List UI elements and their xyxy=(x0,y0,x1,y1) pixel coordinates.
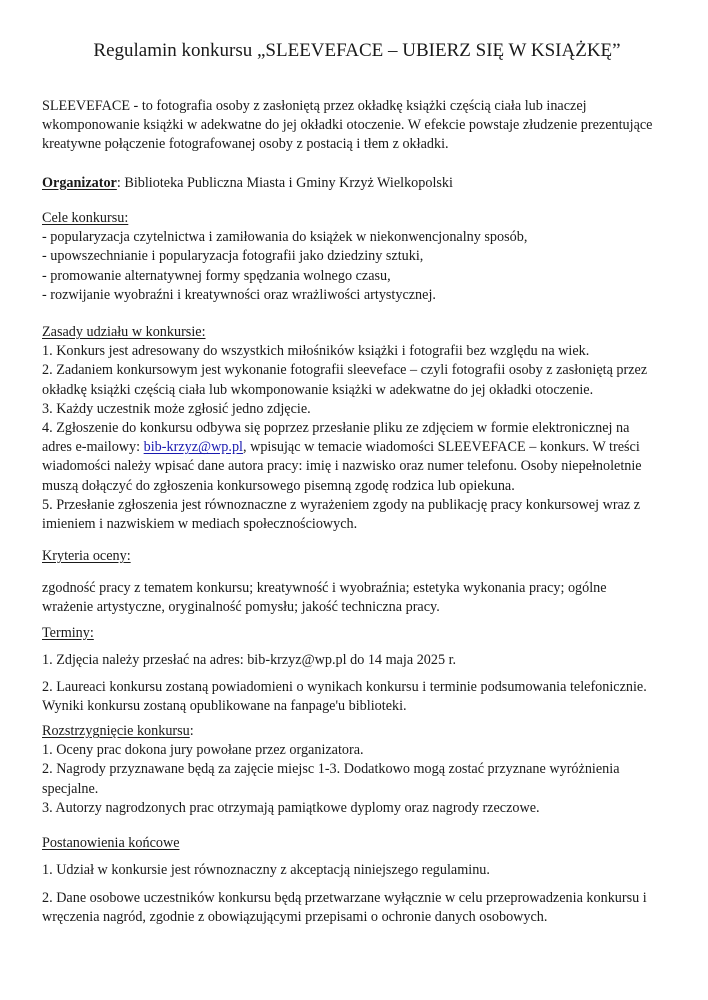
final-line: 2. Dane osobowe uczestników konkursu będą przetwarzane wyłącznie w celu przeprowadzenia konkursu i xyxy=(42,890,647,906)
deadlines-line: 1. Zdjęcia należy przesłać na adres: bib-krzyz@wp.pl do 14 maja 2025 r. xyxy=(42,652,457,668)
deadlines-item-2 xyxy=(42,678,674,716)
final-line: wręczenia nagród, zgodnie z obowiązującymi przepisami o ochronie danych osobowych. xyxy=(42,909,548,926)
intro-line: wkomponowanie książki w adekwatne do jej okładki otoczenie. W efekcie powstaje złudzenie prezentujące xyxy=(42,117,653,134)
goals-item: - promowanie alternatywnej formy spędzania wolnego czasu, xyxy=(42,267,391,284)
criteria-heading: Kryteria oceny: xyxy=(42,548,131,564)
intro-paragraph xyxy=(42,97,674,155)
organizer-label: Organizator xyxy=(42,175,117,191)
criteria-line: wrażenie artystyczne, oryginalność pomysłu; jakość techniczna pracy. xyxy=(42,599,440,616)
intro-line: kreatywne połączenie fotografowanej osoby z postacią i tłem z okładki. xyxy=(42,136,449,153)
criteria-line: zgodność pracy z tematem konkursu; kreatywność i wyobraźnia; estetyka wykonania pracy; ogólne xyxy=(42,580,607,596)
document-title: Regulamin konkursu „SLEEVEFACE – UBIERZ SIĘ W KSIĄŻKĘ” xyxy=(93,40,621,61)
resolution-line: 1. Oceny prac dokona jury powołane przez organizatora. xyxy=(42,742,364,759)
rules-line: muszą dołączyć do zgłoszenia konkursowego pisemną zgodę rodzica lub opiekuna. xyxy=(42,477,515,494)
email-link[interactable]: bib-krzyz@wp.pl xyxy=(143,439,243,456)
final-heading: Postanowienia końcowe xyxy=(42,835,180,851)
organizer-value: Biblioteka Publiczna Miasta i Gminy Krzyż Wielkopolski xyxy=(124,175,453,191)
rules-line: 2. Zadaniem konkursowym jest wykonanie fotografii sleeveface – czyli fotografii osoby z zasłoniętą przez xyxy=(42,362,648,379)
organizer-line xyxy=(42,174,674,193)
goals-item: - rozwijanie wyobraźni i kreatywności oraz wrażliwości artystycznej. xyxy=(42,286,436,303)
resolution-line: 2. Nagrody przyznawane będą za zajęcie miejsc 1-3. Dodatkowo mogą zostać przyznane wyróżnienia xyxy=(42,761,620,778)
resolution-section xyxy=(42,722,674,818)
rules-section xyxy=(42,323,674,534)
criteria-heading-block xyxy=(42,547,674,566)
resolution-heading-colon: : xyxy=(189,723,194,739)
final-item-2 xyxy=(42,889,674,927)
final-line: 1. Udział w konkursie jest równoznaczny z akceptacją niniejszego regulaminu. xyxy=(42,862,490,878)
goals-item: - upowszechnianie i popularyzacja fotografii jako dziedziny sztuki, xyxy=(42,248,424,265)
email-prefix: adres e-mailowy: xyxy=(42,439,144,456)
email-suffix: , wpisując w temacie wiadomości SLEEVEFACE – konkurs. W treści xyxy=(243,439,640,456)
criteria-paragraph xyxy=(42,579,674,617)
resolution-heading: Rozstrzygnięcie konkursu xyxy=(42,723,190,739)
final-heading-block xyxy=(42,834,674,853)
rules-heading: Zasady udziału w konkursie: xyxy=(42,324,206,340)
deadlines-heading: Terminy: xyxy=(42,625,94,641)
deadlines-line: 2. Laureaci konkursu zostaną powiadomieni o wynikach konkursu i terminie podsumowania telefonicznie. xyxy=(42,679,647,695)
rules-line: 5. Przesłanie zgłoszenia jest równoznaczne z wyrażeniem zgody na publikację pracy konkursowej wraz z xyxy=(42,496,640,513)
deadlines-line: Wyniki konkursu zostaną opublikowane na fanpage'u biblioteki. xyxy=(42,698,407,715)
resolution-line: 3. Autorzy nagrodzonych prac otrzymają pamiątkowe dyplomy oraz nagrody rzeczowe. xyxy=(42,799,540,816)
resolution-line: specjalne. xyxy=(42,780,99,797)
goals-heading: Cele konkursu: xyxy=(42,210,129,226)
goals-section xyxy=(42,209,674,305)
final-item-1 xyxy=(42,861,674,880)
rules-line: 1. Konkurs jest adresowany do wszystkich miłośników książki i fotografii bez względu na wiek. xyxy=(42,343,590,360)
rules-line: 3. Każdy uczestnik może zgłosić jedno zdjęcie. xyxy=(42,400,311,417)
intro-line: SLEEVEFACE - to fotografia osoby z zasłoniętą przez okładkę książki częścią ciała lub inaczej xyxy=(42,98,587,114)
rules-line: okładkę książki częścią ciała lub wkomponowanie książki w adekwatne do jej okładki otoczenie. xyxy=(42,381,594,398)
rules-line xyxy=(42,438,674,457)
goals-item: - popularyzacja czytelnictwa i zamiłowania do książek w niekonwencjonalny sposób, xyxy=(42,229,528,246)
deadlines-heading-block xyxy=(42,624,674,643)
rules-line: 4. Zgłoszenie do konkursu odbywa się poprzez przesłanie pliku ze zdjęciem w formie elektronicznej na xyxy=(42,420,630,437)
deadlines-item-1 xyxy=(42,651,674,670)
organizer-separator: : xyxy=(116,175,125,191)
rules-line: imieniem i nazwiskiem w mediach społecznościowych. xyxy=(42,516,358,533)
rules-line: wiadomości należy wpisać dane autora pracy: imię i nazwisko oraz numer telefonu. Osoby niepełnoletnie xyxy=(42,458,642,475)
